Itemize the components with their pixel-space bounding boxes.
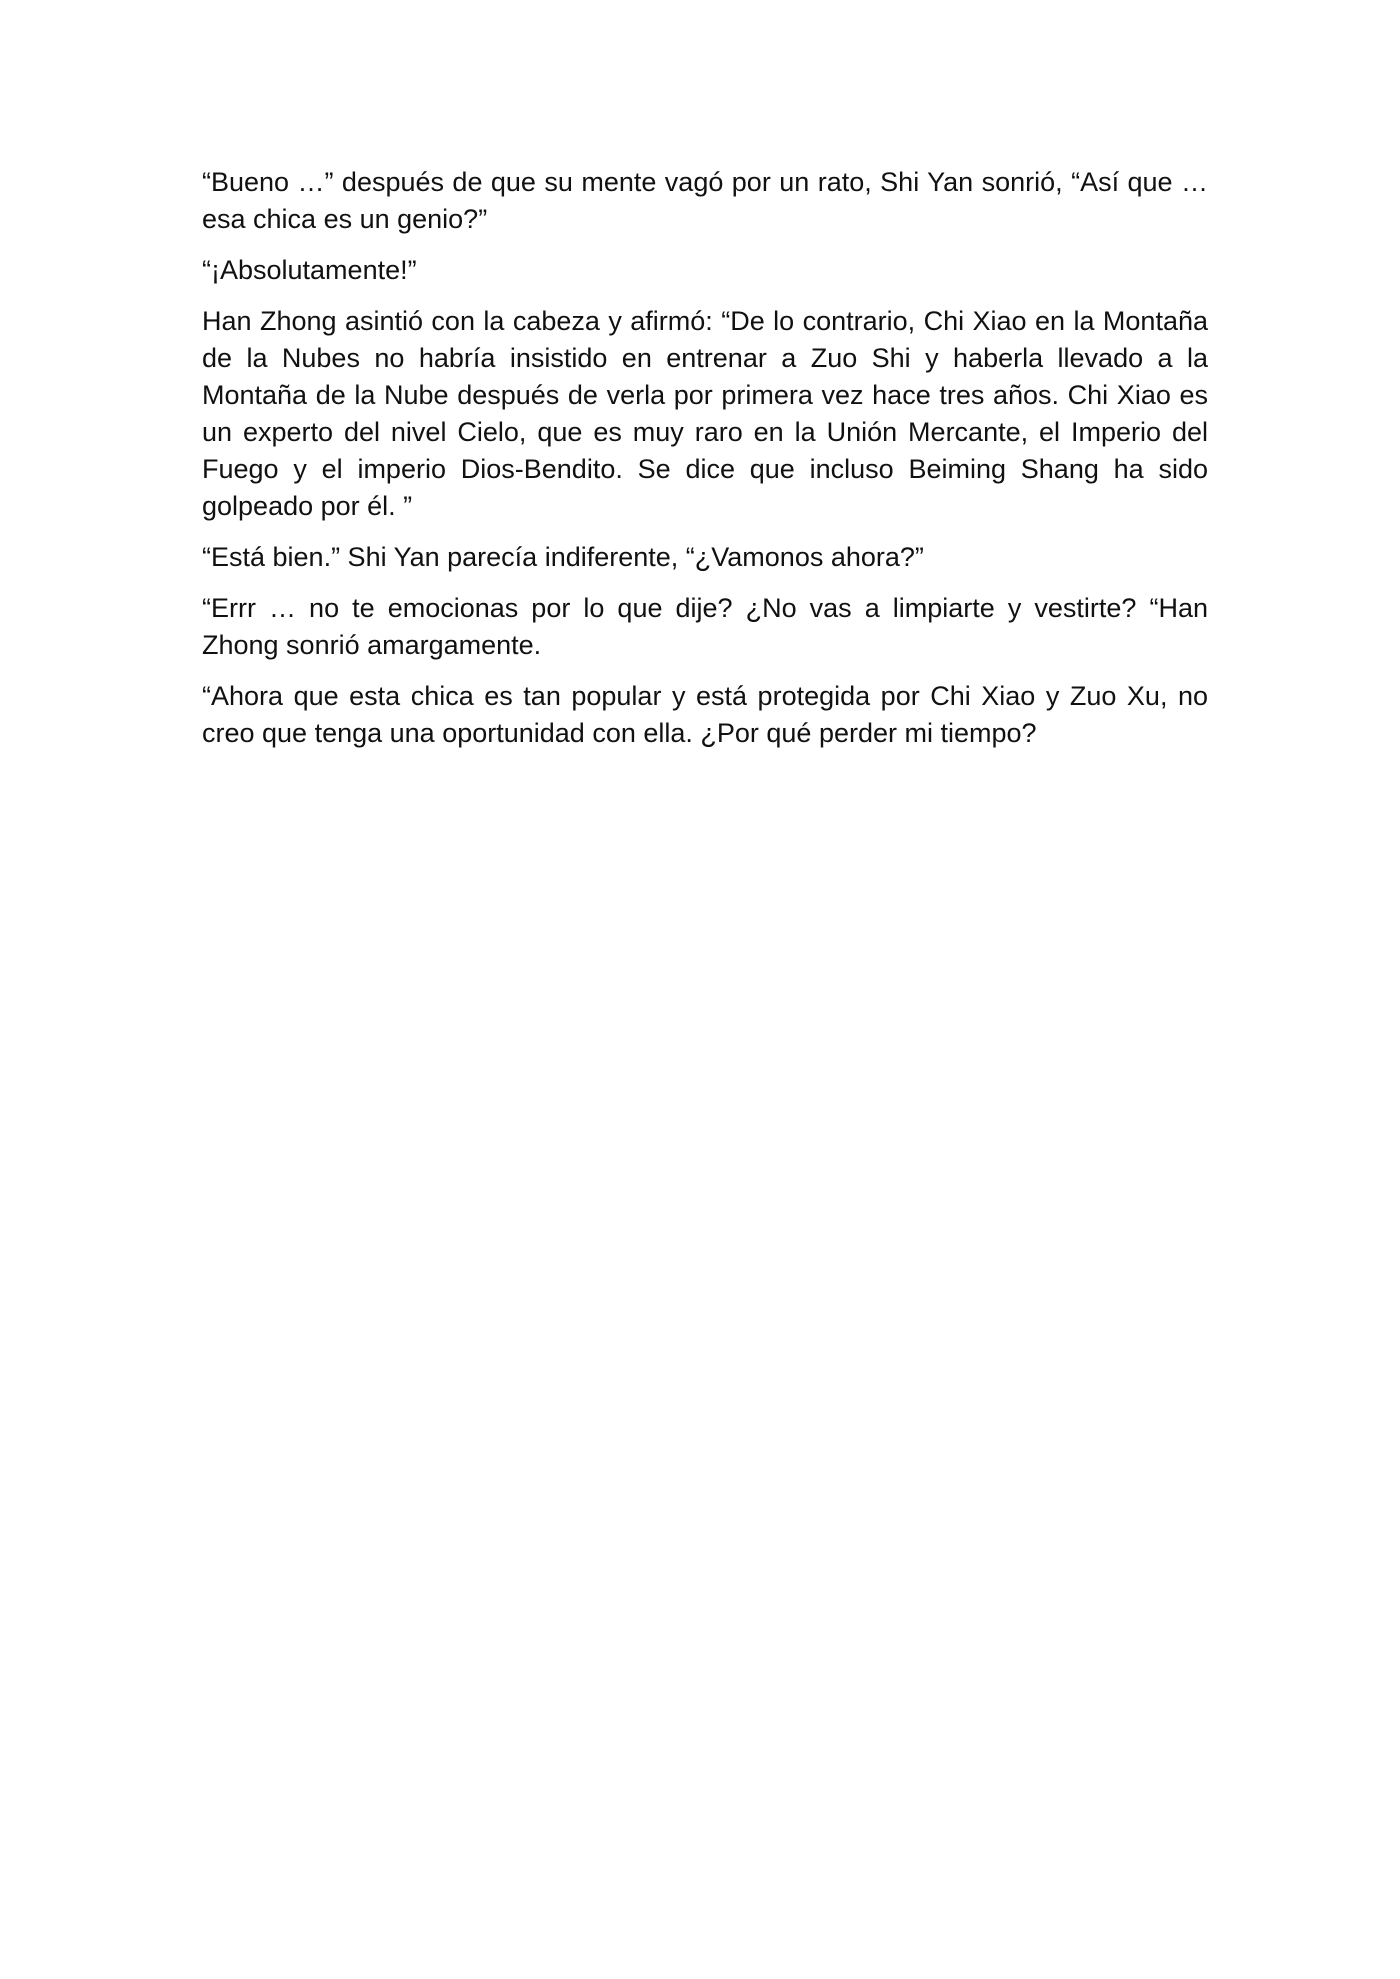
- paragraph: “Está bien.” Shi Yan parecía indiferente, “¿Vamonos ahora?”: [202, 542, 924, 572]
- paragraph: “Errr … no te emocionas por lo que dije? ¿No vas a limpiarte y vestirte? “Han Zhong sonrió amargamente.: [202, 593, 1208, 660]
- paragraph: Han Zhong asintió con la cabeza y afirmó: “De lo contrario, Chi Xiao en la Montaña de la Nubes no habría insistido en entrenar a Zuo Shi y haberla llevado a la Montaña de la Nube después de verla por primera vez hace tres años. Chi Xiao es un experto del nivel Cielo, que es muy raro en la Unión Mercante, el Imperio del Fuego y el imperio Dios-Bendito. Se dice que incluso Beiming Shang ha sido golpeado por él. ”: [202, 306, 1208, 521]
- paragraph: “¡Absolutamente!”: [202, 255, 417, 285]
- paragraph: “Ahora que esta chica es tan popular y está protegida por Chi Xiao y Zuo Xu, no creo que tenga una oportunidad con ella. ¿Por qué perder mi tiempo?: [202, 681, 1208, 748]
- document-body: [202, 164, 1208, 766]
- paragraph: “Bueno …” después de que su mente vagó por un rato, Shi Yan sonrió, “Así que … esa chica es un genio?”: [202, 167, 1208, 234]
